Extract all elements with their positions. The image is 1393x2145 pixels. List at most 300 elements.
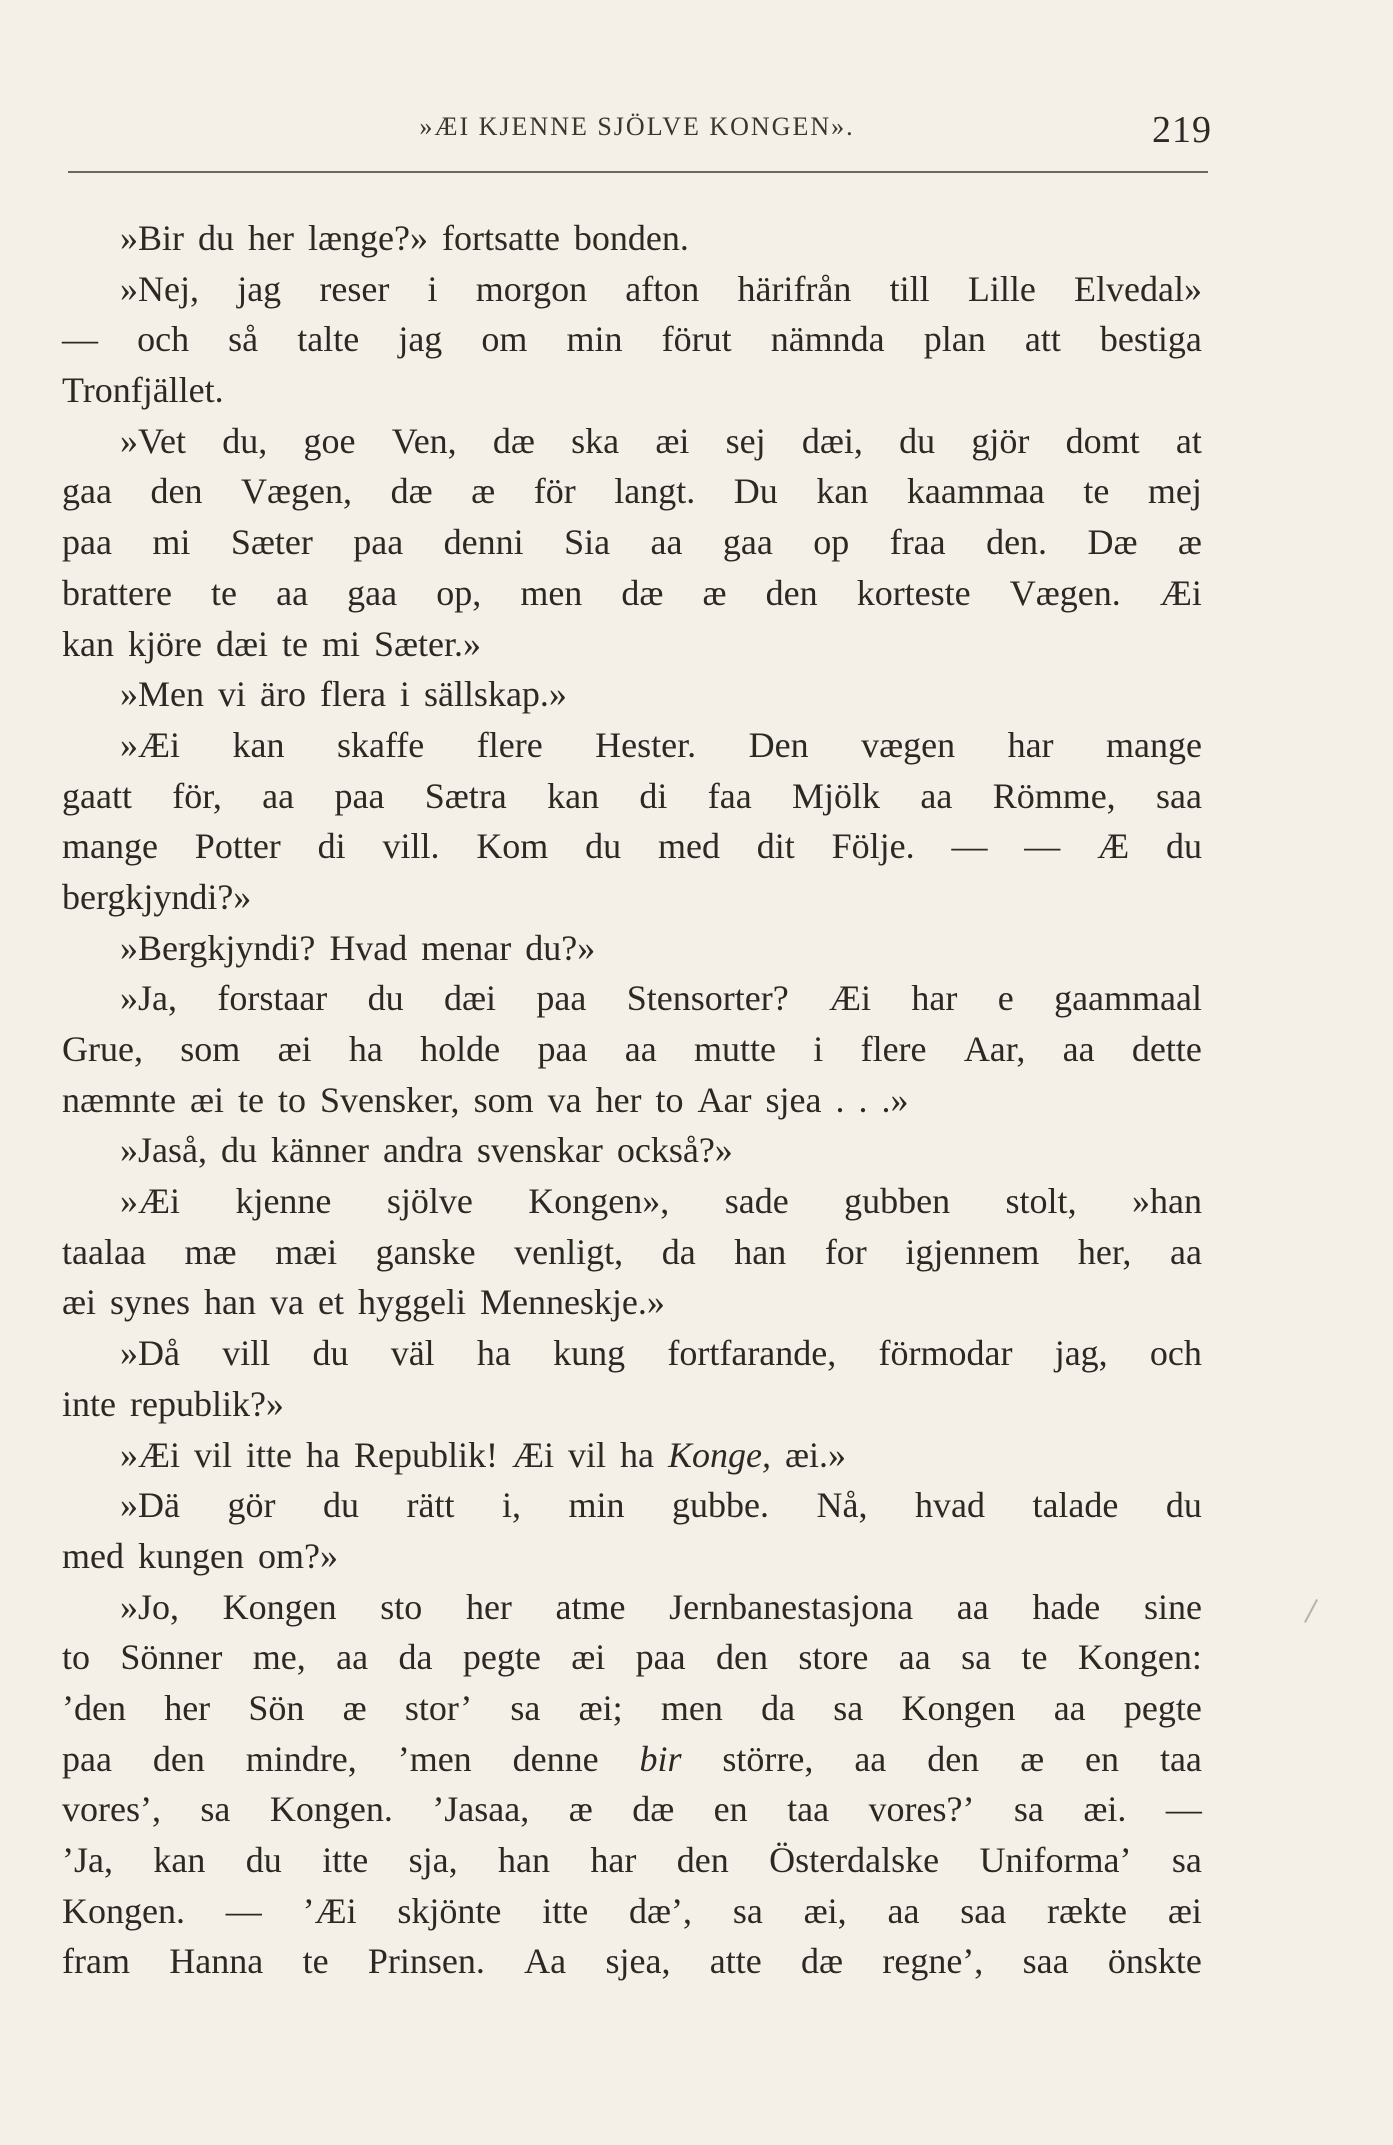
word: da [761, 1687, 796, 1728]
text-line [62, 416, 1202, 467]
word: Sætra [424, 775, 507, 816]
word: Prinsen. [367, 1941, 485, 1982]
word: kan [547, 775, 600, 816]
word: du [312, 1333, 349, 1374]
word: Sæter.» [373, 623, 481, 664]
word: kan [816, 471, 869, 512]
word: ganske [375, 1231, 476, 1272]
word: fram [62, 1941, 130, 1982]
word: te [281, 623, 308, 664]
word: som [473, 1079, 534, 1120]
word: Tronfjället. [62, 370, 224, 411]
word: en [713, 1789, 748, 1830]
word: jag, [1054, 1333, 1108, 1374]
word: to [278, 1079, 307, 1120]
word: Sia [564, 522, 611, 563]
word: e [997, 978, 1014, 1019]
word: va [547, 1079, 582, 1120]
word: Följe. [831, 826, 915, 867]
word: »Æi [120, 1434, 181, 1475]
word: itte [542, 1890, 589, 1931]
word: sjea [765, 1079, 822, 1120]
word: æ [342, 1687, 367, 1728]
word: venligt, [514, 1231, 624, 1272]
word: kjenne [235, 1181, 332, 1222]
text-line [62, 213, 1202, 264]
word: .» [881, 1079, 909, 1120]
word: me, [252, 1637, 306, 1678]
word: för [533, 471, 576, 512]
word: Æi [1159, 572, 1202, 613]
word: gaa [347, 572, 398, 613]
word: hvad [914, 1485, 985, 1526]
word: flere [476, 724, 543, 765]
word: sa [833, 1687, 864, 1728]
text-line [62, 1125, 1202, 1176]
word: bonden. [573, 218, 689, 258]
word: forstaar [217, 978, 328, 1019]
word: »Vet [120, 420, 186, 461]
word: Kongen. [269, 1789, 393, 1830]
word: han [204, 1282, 256, 1323]
word: di [317, 826, 346, 867]
word: vill. [382, 826, 440, 867]
word: her, [1077, 1231, 1132, 1272]
word: bergkjyndi?» [62, 876, 252, 917]
word: her [595, 1079, 642, 1120]
word: dæ [621, 572, 664, 613]
word: her [465, 1586, 512, 1627]
word: rækte [1047, 1890, 1128, 1931]
text-line [62, 1531, 1202, 1582]
word: dæ [492, 420, 535, 461]
text-line [62, 568, 1202, 619]
word: holde [420, 1029, 501, 1069]
word: Uniforma’ [979, 1840, 1132, 1880]
word: flera [319, 674, 386, 715]
word: aa [262, 775, 295, 816]
text-line [62, 1632, 1202, 1683]
word: synes [110, 1282, 191, 1323]
word: du [322, 1485, 359, 1526]
word: atme [555, 1586, 626, 1627]
word: ’Ja, [62, 1840, 113, 1880]
word: och [137, 319, 190, 360]
word: har [590, 1840, 637, 1880]
word: »Dä [120, 1485, 180, 1526]
word: i [427, 268, 438, 309]
word: har [911, 978, 958, 1019]
text-line [62, 1936, 1202, 1987]
word: Potter [194, 826, 281, 867]
word: aa [854, 1738, 887, 1779]
text-line [62, 973, 1202, 1024]
word: va [270, 1282, 304, 1323]
word: korteste [856, 572, 971, 613]
word: sa [510, 1687, 541, 1728]
word: menar [421, 927, 512, 968]
word: brattere [62, 572, 172, 613]
word: sjölve [386, 1181, 473, 1222]
word: och [1149, 1333, 1202, 1374]
word: Sönner [120, 1637, 223, 1678]
word: större, [722, 1738, 814, 1779]
word: till [889, 268, 930, 309]
word: saa [960, 1890, 1007, 1931]
word: som [180, 1029, 241, 1069]
word: härifrån [737, 268, 852, 309]
word: paa [62, 522, 112, 563]
text-line [62, 771, 1202, 822]
word: mutte [693, 1029, 776, 1069]
word: »Då [120, 1333, 180, 1374]
word: Hanna [169, 1941, 264, 1982]
word: itte [246, 1434, 293, 1475]
word: Stensorter? [626, 978, 789, 1019]
word: att [1024, 319, 1061, 360]
word: min [566, 319, 623, 360]
word: denne [512, 1738, 599, 1779]
word: för, [172, 775, 222, 816]
word: andra [382, 1130, 463, 1171]
word: om?» [257, 1535, 338, 1576]
word: Elvedal» [1074, 268, 1202, 309]
word: du [1165, 826, 1202, 867]
word: saa [1022, 1941, 1069, 1982]
word: har [1007, 724, 1054, 765]
word: republik?» [129, 1383, 284, 1424]
word: paa [537, 1029, 588, 1069]
word: jag [398, 319, 443, 360]
margin-mark [1304, 1599, 1318, 1623]
word: faa [707, 775, 752, 816]
word: regne’, [882, 1941, 984, 1982]
word: talte [297, 319, 360, 360]
word: svenskar [476, 1130, 603, 1171]
word: — [1165, 1789, 1202, 1830]
word: aa [276, 572, 309, 613]
page-header [62, 108, 1212, 158]
word: itte [322, 1840, 369, 1880]
word: taalaa [62, 1231, 146, 1272]
word: æi.» [785, 1434, 847, 1475]
word: önskte [1107, 1941, 1202, 1982]
word: goe [303, 420, 356, 461]
word: Kongen», [528, 1181, 670, 1222]
text-line [62, 872, 1202, 923]
word: aa [920, 775, 953, 816]
word: ’den [62, 1687, 126, 1728]
body-text [62, 213, 1202, 1987]
word: kan [62, 623, 114, 664]
word: atte [709, 1941, 762, 1982]
word: aa [650, 522, 683, 563]
word: »Jaså, [120, 1130, 207, 1171]
word: också?» [616, 1130, 733, 1171]
text-line [62, 1024, 1202, 1075]
word: sa [200, 1789, 231, 1830]
word: hade [1032, 1586, 1101, 1627]
word: ’Æi [302, 1890, 357, 1931]
word: mæi [275, 1231, 338, 1272]
word: skaffe [336, 724, 425, 765]
word: pegte [1123, 1687, 1202, 1728]
word: stolt, [1005, 1181, 1077, 1222]
text-line [62, 517, 1202, 568]
word: rätt [406, 1485, 455, 1526]
text-line [62, 1886, 1202, 1937]
word: ha [306, 1434, 340, 1475]
text-line [62, 619, 1202, 670]
text-line [62, 1582, 1202, 1633]
word: pegte [462, 1637, 541, 1678]
word: sto [380, 1586, 423, 1627]
text-line [62, 1176, 1202, 1227]
word: gubbe. [672, 1485, 769, 1526]
word: Nå, [816, 1485, 868, 1526]
word: Konge, [668, 1434, 771, 1475]
word: — [62, 319, 98, 360]
word: dæ’, [629, 1890, 693, 1931]
word: mi [321, 623, 360, 664]
word: i [399, 674, 410, 715]
word: ’Jasaa, [432, 1789, 530, 1830]
text-line [62, 1683, 1202, 1734]
word: Ven, [391, 420, 457, 461]
text-line [62, 314, 1202, 365]
word: sade [724, 1181, 789, 1222]
word: Æ [1097, 826, 1130, 867]
word: den [152, 1738, 205, 1779]
word: Aar [697, 1079, 752, 1120]
word: op, [436, 572, 482, 613]
word: aa [956, 1586, 989, 1627]
word: dæ [801, 1941, 844, 1982]
word: . [835, 1079, 845, 1120]
word: — [951, 826, 988, 867]
word: »Nej, [120, 268, 199, 309]
word: Kongen [222, 1586, 337, 1627]
word: vi [218, 674, 247, 715]
word: denni [443, 522, 524, 563]
word: gaa [722, 522, 773, 563]
word: med [62, 1535, 124, 1576]
word: Kongen [901, 1687, 1016, 1728]
word: men [520, 572, 583, 613]
word: næmnte [62, 1079, 176, 1120]
word: æi; [578, 1687, 623, 1728]
word: Sæter [230, 522, 313, 563]
word: Kom [476, 826, 549, 867]
word: du?» [525, 927, 596, 968]
word: fortsatte [441, 218, 560, 258]
text-line [62, 1835, 1202, 1886]
text-line [62, 1277, 1202, 1328]
word: Römme, [992, 775, 1116, 816]
text-line [62, 1480, 1202, 1531]
word: æ [568, 1789, 593, 1830]
word: Du [733, 471, 778, 512]
word: æi [62, 1282, 97, 1323]
word: te [1021, 1637, 1048, 1678]
word: sa [1171, 1840, 1202, 1880]
word: aa [887, 1890, 920, 1931]
word: langt. [614, 471, 696, 512]
word: väl [390, 1333, 435, 1374]
word: gaammaal [1054, 978, 1202, 1019]
word: äro [260, 674, 306, 715]
word: to [62, 1637, 91, 1678]
word: inte [62, 1383, 116, 1424]
text-line [62, 720, 1202, 771]
word: Österdalske [769, 1840, 940, 1880]
word: vægen [861, 724, 956, 765]
text-line [62, 264, 1202, 315]
word: dette [1131, 1029, 1202, 1069]
word: så [228, 319, 259, 360]
word: æi [655, 420, 690, 461]
word: her [248, 218, 294, 258]
word: paa [635, 1637, 686, 1678]
word: ha [348, 1029, 383, 1069]
word: den. [986, 522, 1048, 563]
word: mange [1106, 724, 1202, 765]
word: paa [353, 522, 404, 563]
word: kungen [137, 1535, 244, 1576]
word: Kongen. [62, 1890, 185, 1931]
word: dæ [390, 471, 433, 512]
word: »Æi [120, 724, 181, 765]
word: plan [923, 319, 986, 360]
word: i, [501, 1485, 521, 1526]
word: æ [1020, 1738, 1045, 1779]
word: en [1085, 1738, 1120, 1779]
word: aa [1062, 1029, 1095, 1069]
word: afton [625, 268, 700, 309]
word: æi. [1083, 1789, 1127, 1830]
word: te [238, 1079, 264, 1120]
word: du [899, 420, 936, 461]
word: nämnda [770, 319, 885, 360]
word: »Men [120, 674, 204, 715]
word: store [798, 1637, 869, 1678]
word: Lille [967, 268, 1036, 309]
word: du [245, 1840, 282, 1880]
word: sjea, [605, 1941, 671, 1982]
word: »Bir [120, 218, 185, 258]
word: længe?» [307, 218, 428, 258]
word: æ [702, 572, 727, 613]
text-line [62, 466, 1202, 517]
word: gör [227, 1485, 276, 1526]
word: — [1024, 826, 1061, 867]
word: Jernbanestasjona [669, 1586, 914, 1627]
text-line [62, 1734, 1202, 1785]
text-line [62, 1430, 1202, 1481]
word: igjennem [905, 1231, 1040, 1272]
word: min [568, 1485, 625, 1526]
word: domt [1065, 420, 1140, 461]
word: kjöre [127, 623, 202, 664]
word: »han [1132, 1181, 1202, 1222]
word: aa [624, 1029, 657, 1069]
word: Grue, [62, 1029, 143, 1069]
word: du [220, 1130, 257, 1171]
word: »Ja, [120, 978, 177, 1019]
word: for [824, 1231, 867, 1272]
text-line [62, 821, 1202, 872]
word: æi, [803, 1890, 847, 1931]
word: gjör [971, 420, 1030, 461]
word: Den [748, 724, 809, 765]
word: du [367, 978, 404, 1019]
word: æi [571, 1637, 606, 1678]
word: du [585, 826, 622, 867]
word: du, [222, 420, 268, 461]
word: Hester. [595, 724, 697, 765]
word: kung [553, 1333, 626, 1374]
word: æi [1167, 1890, 1202, 1931]
word: dæi [215, 623, 268, 664]
word: den [765, 572, 818, 613]
header-rule [68, 171, 1208, 173]
text-line [62, 1227, 1202, 1278]
word: æi [277, 1029, 312, 1069]
word: i [813, 1029, 824, 1069]
word: sja, [408, 1840, 458, 1880]
word: känner [270, 1130, 369, 1171]
word: om [481, 319, 528, 360]
word: ska [571, 420, 620, 461]
word: æi [190, 1079, 225, 1120]
word: Aa [524, 1941, 567, 1982]
word: . [858, 1079, 868, 1120]
word: Vægen, [241, 471, 353, 512]
word: kan [232, 724, 285, 765]
word: paa [62, 1738, 112, 1779]
word: gaatt [62, 775, 132, 816]
word: Aar, [963, 1029, 1026, 1069]
text-line [62, 1328, 1202, 1379]
word: mindre, [245, 1738, 357, 1779]
word: vores?’ [868, 1789, 975, 1830]
word: aa [336, 1637, 369, 1678]
word: han [497, 1840, 550, 1880]
word: paa [536, 978, 587, 1019]
word: reser [319, 268, 390, 309]
word: sa [732, 1890, 763, 1931]
word: sej [725, 420, 766, 461]
word: den [150, 471, 203, 512]
word: du [198, 218, 235, 258]
word: bestiga [1099, 319, 1202, 360]
word: aa [1053, 1687, 1086, 1728]
word: fortfarande, [667, 1333, 837, 1374]
text-line [62, 1379, 1202, 1430]
word: vores’, [62, 1789, 161, 1830]
word: mej [1147, 471, 1202, 512]
word: te [302, 1941, 329, 1982]
running-title: »ÆI KJENNE SJÖLVE KONGEN». [419, 112, 855, 141]
word: æ [471, 471, 496, 512]
word: den [716, 1637, 769, 1678]
text-line [62, 923, 1202, 974]
word: Svensker, [320, 1079, 460, 1120]
word: morgon [475, 268, 588, 309]
word: stor’ [404, 1687, 473, 1728]
word: dæi [444, 978, 497, 1019]
word: to [655, 1079, 684, 1120]
